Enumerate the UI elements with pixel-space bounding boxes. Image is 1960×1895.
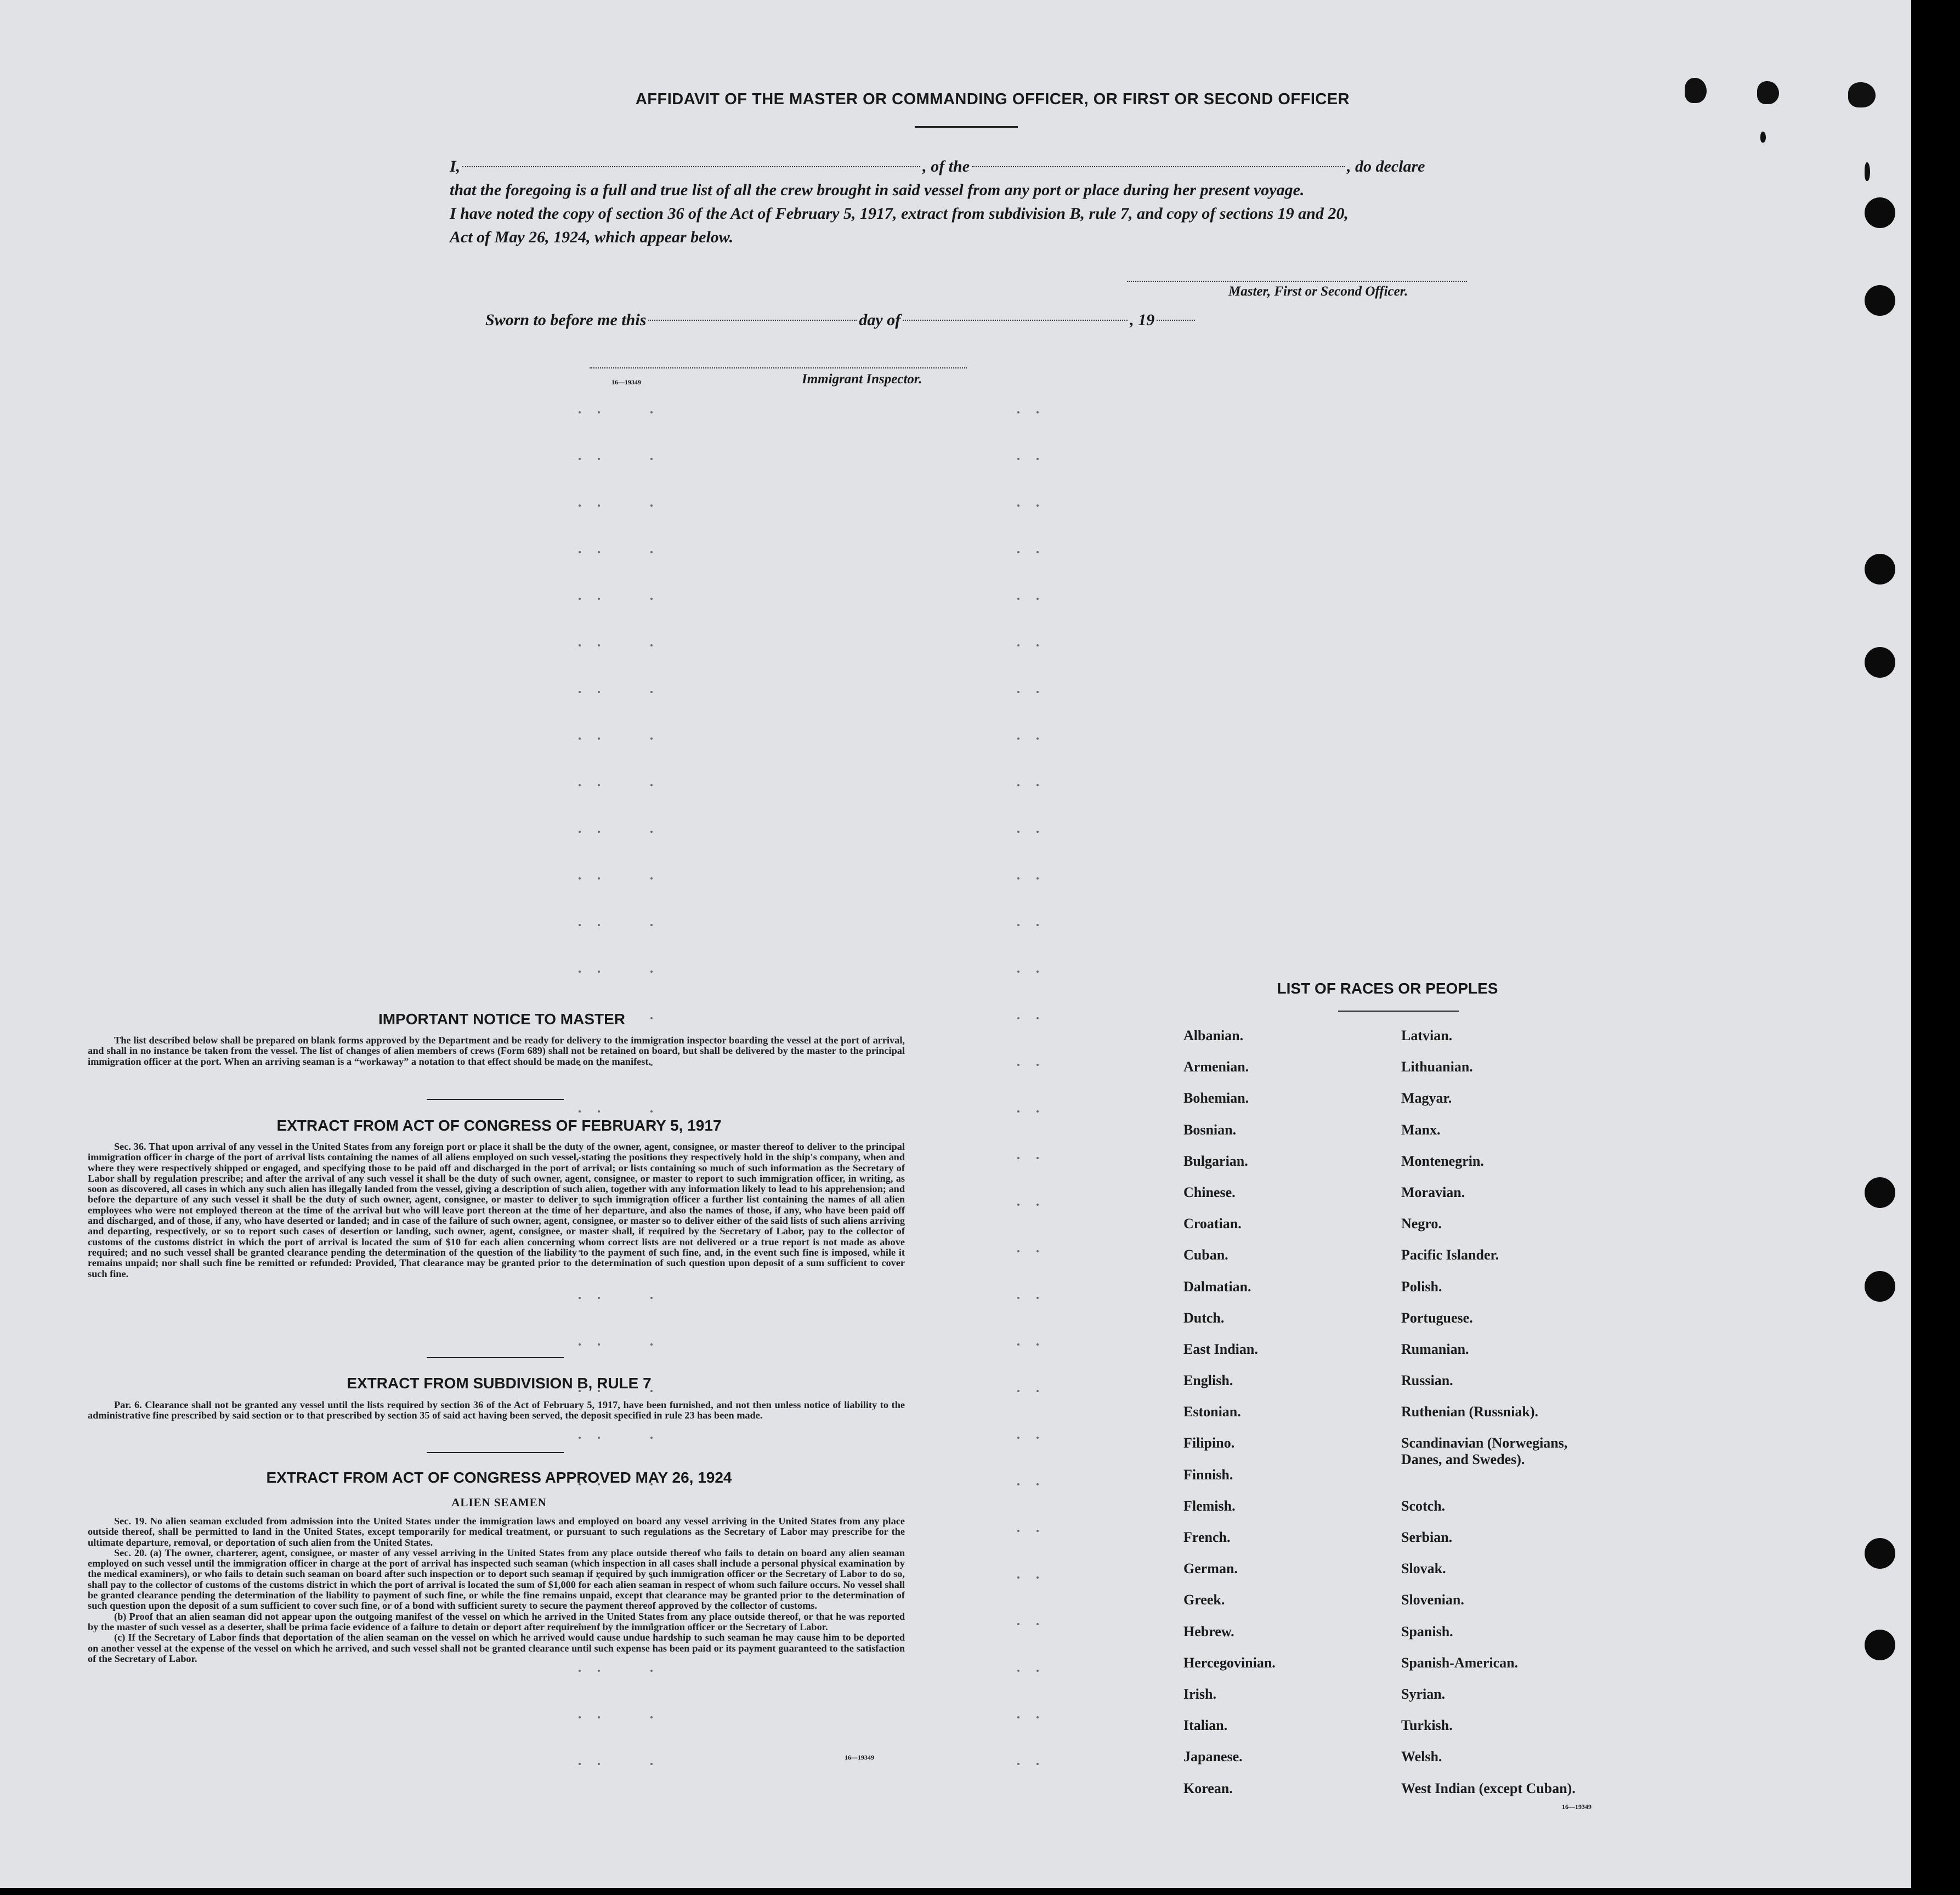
race-item: Spanish-American. (1401, 1654, 1519, 1671)
dot-mark (1017, 1576, 1019, 1579)
dot-mark (1036, 1716, 1039, 1718)
dot-mark (650, 831, 653, 833)
dot-mark (1036, 784, 1039, 786)
dot-mark (579, 924, 581, 926)
race-item: Serbian. (1401, 1529, 1453, 1546)
dot-mark (1036, 1110, 1039, 1113)
race-item: Slovak. (1401, 1561, 1446, 1577)
punch-hole (1865, 1177, 1895, 1208)
race-item: Hebrew. (1183, 1623, 1234, 1639)
dot-mark (1017, 1763, 1019, 1765)
dot-mark (579, 784, 581, 786)
form-number: 16—19349 (845, 1754, 874, 1761)
race-item: East Indian. (1183, 1341, 1258, 1357)
race-item: Polish. (1401, 1278, 1442, 1295)
dot-mark (579, 971, 581, 973)
ink-blot (1848, 82, 1876, 107)
dot-mark (1017, 924, 1019, 926)
dot-mark (1036, 691, 1039, 693)
dot-mark (579, 1297, 581, 1299)
notice-text (88, 1035, 905, 1067)
race-item: Latvian. (1401, 1028, 1453, 1043)
dot-mark (1017, 1670, 1019, 1672)
dot-mark (598, 411, 600, 413)
race-item: Russian. (1401, 1372, 1453, 1389)
dot-mark (1036, 644, 1039, 646)
race-item: Rumanian. (1401, 1341, 1469, 1357)
dot-mark (650, 691, 653, 693)
race-item: Turkish. (1401, 1717, 1453, 1734)
race-item: Negro. (1401, 1216, 1442, 1232)
dot-mark (1017, 1157, 1019, 1159)
dot-mark (1017, 1110, 1019, 1113)
inspector-signature-field[interactable] (590, 367, 967, 368)
race-item: Pacific Islander. (1401, 1247, 1499, 1263)
dot-mark (1036, 1530, 1039, 1532)
dot-mark (579, 458, 581, 460)
section-rule (427, 1452, 564, 1453)
punch-hole (1865, 197, 1895, 228)
dot-mark (579, 1343, 581, 1346)
dot-mark (650, 411, 653, 413)
dot-mark (1017, 504, 1019, 507)
race-item: Lithuanian. (1401, 1059, 1473, 1075)
dot-mark (1036, 1670, 1039, 1672)
dot-mark (1017, 1064, 1019, 1066)
dot-mark (1017, 1297, 1019, 1299)
dot-mark (579, 1110, 581, 1113)
dot-mark (650, 1297, 653, 1299)
dot-mark (579, 598, 581, 600)
race-item: Dutch. (1183, 1309, 1225, 1326)
race-item: Portuguese. (1401, 1309, 1473, 1326)
dot-mark (579, 877, 581, 880)
dot-mark (1017, 831, 1019, 833)
dot-mark (1036, 1343, 1039, 1346)
dot-mark (598, 598, 600, 600)
dot-mark (1036, 458, 1039, 460)
extract-1917-title: EXTRACT FROM ACT OF CONGRESS OF FEBRUARY 5, 1917 (276, 1117, 722, 1134)
punch-hole (1865, 1630, 1895, 1660)
dot-mark (1036, 504, 1039, 507)
dot-mark (1017, 691, 1019, 693)
form-number: 16—19349 (1562, 1803, 1591, 1811)
dot-mark (598, 831, 600, 833)
dot-mark (598, 1343, 600, 1346)
dot-mark (1036, 737, 1039, 740)
dot-mark (579, 1670, 581, 1672)
dot-mark (1017, 551, 1019, 553)
dot-mark (598, 971, 600, 973)
form-number: 16—19349 (611, 378, 641, 386)
ink-blot (1685, 78, 1707, 103)
race-item: Dalmatian. (1183, 1278, 1251, 1295)
dot-mark (1036, 551, 1039, 553)
section-rule (427, 1357, 564, 1358)
race-item: Croatian. (1183, 1216, 1242, 1232)
race-item: Hercegovinian. (1183, 1654, 1276, 1671)
dot-mark (1036, 1250, 1039, 1252)
dot-mark (598, 1110, 600, 1113)
dot-mark (1017, 598, 1019, 600)
race-item: Spanish. (1401, 1623, 1453, 1639)
punch-hole (1865, 1271, 1895, 1302)
races-column-1 (1183, 1028, 1276, 1812)
dot-mark (579, 831, 581, 833)
race-item: Welsh. (1401, 1749, 1442, 1765)
dot-mark (650, 504, 653, 507)
punch-hole (1865, 647, 1895, 678)
dot-mark (1017, 1390, 1019, 1392)
master-signature-field[interactable] (1127, 281, 1467, 282)
dot-mark (1017, 458, 1019, 460)
dot-mark (650, 1670, 653, 1672)
dot-mark (1017, 1530, 1019, 1532)
dot-mark (650, 784, 653, 786)
dot-mark (579, 504, 581, 507)
race-item: English. (1183, 1372, 1233, 1389)
race-item: Japanese. (1183, 1749, 1243, 1765)
dot-mark (650, 737, 653, 740)
race-item: Montenegrin. (1401, 1153, 1484, 1169)
race-item: Flemish. (1183, 1497, 1236, 1514)
dot-mark (598, 784, 600, 786)
extract-1917-text (88, 1142, 905, 1279)
dot-mark (1036, 831, 1039, 833)
dot-mark (579, 1437, 581, 1439)
dot-mark (1036, 1297, 1039, 1299)
race-item: Magyar. (1401, 1090, 1452, 1107)
dot-mark (579, 737, 581, 740)
inspector-label: Immigrant Inspector. (802, 372, 922, 387)
dot-mark (579, 691, 581, 693)
dot-mark (650, 924, 653, 926)
dot-mark (1036, 877, 1039, 880)
day-of-label: day of (859, 311, 901, 329)
dot-mark (1036, 971, 1039, 973)
race-item: Bohemian. (1183, 1090, 1249, 1107)
vessel-name-field[interactable] (972, 166, 1345, 167)
race-item: Syrian. (1401, 1686, 1446, 1702)
race-item: Moravian. (1401, 1184, 1465, 1200)
sec-19-paragraph: Sec. 19. No alien seaman excluded from admission into the United States under the immigration laws and employed on board any vessel arriving in the United States from any place outside thereof, shall be permitted to land in the United States, except temporarily for medical treatment, or pursuant to such regulations as the Secretary of Labor may prescribe for the ultimate departure, removal, or deportation of such alien from the United States. (88, 1516, 905, 1548)
race-item: Estonian. (1183, 1404, 1241, 1420)
dot-mark (650, 1437, 653, 1439)
sworn-day-field[interactable] (648, 320, 857, 321)
dot-mark (598, 1297, 600, 1299)
notice-title: IMPORTANT NOTICE TO MASTER (378, 1011, 626, 1028)
dot-mark (579, 551, 581, 553)
dot-mark (650, 644, 653, 646)
dot-mark (650, 877, 653, 880)
dot-mark (1017, 1483, 1019, 1485)
dot-mark (598, 1763, 600, 1765)
affidavit-title: AFFIDAVIT OF THE MASTER OR COMMANDING OFFICER, OR FIRST OR SECOND OFFICER (635, 90, 1350, 108)
race-item: Korean. (1183, 1780, 1233, 1796)
races-title: LIST OF RACES OR PEOPLES (1277, 980, 1498, 997)
dot-mark (1017, 1250, 1019, 1252)
sworn-year-field[interactable] (1157, 320, 1195, 321)
declare-line (450, 155, 1492, 178)
dot-mark (598, 644, 600, 646)
affidavit-body (450, 155, 1492, 249)
dot-mark (1036, 1623, 1039, 1625)
dot-mark (1036, 411, 1039, 413)
dot-mark (598, 737, 600, 740)
dot-mark (598, 504, 600, 507)
sworn-line (485, 308, 1527, 332)
race-item: Albanian. (1183, 1028, 1244, 1043)
dot-mark (1036, 1483, 1039, 1485)
sec-20a-paragraph: Sec. 20. (a) The owner, charterer, agent, consignee, or master of any vessel arriving in the United States from any place outside thereof who fails to detain on board any alien seaman employed on such vessel until the immigration officer in charge at the port of arrival has inspected such seaman (which inspection in all cases shall include a personal physical examination by the medical examiners), or who fails to detain such seaman on board after such inspection or to deport such seaman if required by such immigration officer or the Secretary of Labor to do so, shall pay to the collector of customs of the customs district in which the port of arrival is located the sum of $1,000 for each alien seaman in respect of whom such failure occurs. No vessel shall be granted clearance pending the determination of the liability to payment of such fine, or while the fine remains unpaid, except that clearance may be granted prior to the determination of such question upon the deposit of a sum sufficient to cover such fine, or of a bond with sufficient surety to secure the payment thereof approved by the collector of customs. (88, 1547, 905, 1612)
dot-mark (650, 598, 653, 600)
title-rule (915, 126, 1018, 128)
extract-1924-text (88, 1516, 905, 1664)
dot-mark (1036, 1763, 1039, 1765)
dot-mark (598, 691, 600, 693)
ink-blot (1865, 162, 1870, 181)
dot-mark (1017, 1437, 1019, 1439)
dot-mark (579, 1716, 581, 1718)
dot-mark (1036, 1157, 1039, 1159)
race-item: Filipino. (1183, 1435, 1235, 1451)
dot-mark (598, 551, 600, 553)
dot-mark (650, 1763, 653, 1765)
master-signature-label: Master, First or Second Officer. (1228, 284, 1408, 299)
notice-paragraph: The list described below shall be prepared on blank forms approved by the Department and be ready for delivery to the immigration inspector boarding the vessel at the port of arrival, and shall in no instance be taken from the vessel. The list of changes of alien members of crews (Form 689) shall not be retained on board, but shall be delivered by the master to the principal immigration officer at the port. When an arriving seaman is a “workaway” a notation to that effect should be made on the manifest. (88, 1035, 905, 1067)
dot-mark (598, 1670, 600, 1672)
dot-mark (1017, 644, 1019, 646)
race-item: Slovenian. (1401, 1592, 1464, 1608)
race-item: Manx. (1401, 1121, 1441, 1138)
dot-mark (598, 877, 600, 880)
dot-mark (1017, 1204, 1019, 1206)
dot-mark (1036, 1204, 1039, 1206)
extract-rule7-text (88, 1400, 905, 1421)
dot-mark (598, 924, 600, 926)
races-column-2 (1401, 1028, 1576, 1812)
affidavit-line-3: I have noted the copy of section 36 of the Act of February 5, 1917, extract from subdivision B, rule 7, and copy of sections 19 and 20, (450, 205, 1349, 223)
race-item: Bulgarian. (1183, 1153, 1248, 1169)
dot-mark (1036, 1017, 1039, 1019)
dot-mark (650, 551, 653, 553)
dot-mark (1017, 1623, 1019, 1625)
dot-mark (1017, 784, 1019, 786)
dot-mark (1017, 1017, 1019, 1019)
section-rule (427, 1099, 564, 1100)
dot-mark (1017, 411, 1019, 413)
punch-hole (1865, 285, 1895, 316)
dot-mark (650, 1343, 653, 1346)
declare-label: , do declare (1347, 157, 1425, 175)
race-item: Chinese. (1183, 1184, 1236, 1200)
dot-mark (579, 1763, 581, 1765)
race-item: West Indian (except Cuban). (1401, 1780, 1576, 1796)
dot-mark (1017, 971, 1019, 973)
dot-mark (1036, 924, 1039, 926)
dot-mark (598, 458, 600, 460)
race-item: Italian. (1183, 1717, 1228, 1734)
dot-mark (1017, 1716, 1019, 1718)
dot-mark (1036, 1064, 1039, 1066)
declarant-label: I, (450, 157, 461, 175)
section-36-paragraph: Sec. 36. That upon arrival of any vessel in the United States from any foreign port or place it shall be the duty of the owner, agent, consignee, or master thereof to deliver to the principal immigration officer in charge of the port of arrival lists containing the names of all aliens employed on such vessel, stating the positions they respectively hold in the ship's company, when and where they were respectively shipped or engaged, and specifying those to be paid off and discharged in the port of arrival; or lists containing so much of such information as the Secretary of Labor shall by regulation prescribe; and after the arrival of any such vessel it shall be the duty of such owner, agent, consignee, or master to report to such immigration officer, in writing, as soon as discovered, all cases in which any such alien has illegally landed from the vessel, giving a description of such alien, together with any information likely to lead to his apprehension; and before the departure of any such vessel it shall be the duty of such owner, agent, consignee, or master to deliver to such immigration officer a further list containing the names of all alien employees who were not employed thereon at the time of the arrival but who will leave port thereon at the time of her departure, and also the names of those, if any, who have been paid off and discharged, and of those, if any, who have deserted or landed; and in case of the failure of such owner, agent, consignee, or master so to deliver either of the said lists of such aliens arriving and departing, respectively, or so to report such cases of desertion or landing, such owner, agent, consignee, or master shall, if required by the Secretary of Labor, pay to the collector of customs of the customs district in which the port of arrival is located the sum of $10 for each alien concerning whom correct lists are not delivered or a true report is not made as above required; and no such vessel shall be granted clearance pending the determination of the question of the liability to the payment of such fine, and, in the event such fine is imposed, while it remains unpaid; nor shall such fine be remitted or refunded: Provided, That clearance may be granted prior to the determination of such question upon deposit of a sum sufficient to cover such fine. (88, 1141, 905, 1279)
dot-mark (1036, 1390, 1039, 1392)
race-item: Scandinavian (Norwegians, Danes, and Swedes). (1401, 1435, 1568, 1468)
race-item: Scotch. (1401, 1497, 1446, 1514)
dot-mark (598, 1437, 600, 1439)
race-item: Cuban. (1183, 1247, 1228, 1263)
affidavit-line-2: that the foregoing is a full and true list of all the crew brought in said vessel from any port or place during her present voyage. (450, 181, 1305, 199)
ink-blot (1760, 132, 1766, 143)
dot-mark (579, 411, 581, 413)
dot-mark (579, 644, 581, 646)
punch-hole (1865, 554, 1895, 585)
dot-mark (1036, 598, 1039, 600)
race-item: Finnish. (1183, 1466, 1233, 1483)
race-item: French. (1183, 1529, 1231, 1545)
declarant-name-field[interactable] (462, 166, 920, 167)
dot-mark (650, 1716, 653, 1718)
sworn-label: Sworn to before me this (485, 311, 647, 329)
ink-blot (1757, 81, 1779, 104)
sworn-month-field[interactable] (903, 320, 1128, 321)
race-item: Greek. (1183, 1592, 1225, 1608)
race-item: Bosnian. (1183, 1121, 1237, 1138)
affidavit-line-4: Act of May 26, 1924, which appear below. (450, 228, 734, 246)
dot-mark (650, 458, 653, 460)
dot-mark (1036, 1576, 1039, 1579)
races-rule (1338, 1011, 1459, 1012)
sec-20c-paragraph: (c) If the Secretary of Labor finds that deportation of the alien seaman on the vessel on which he arrived would cause undue hardship to such seaman he may cause him to be deported on another vessel at the expense of the vessel on which he arrived, and such vessel shall not be granted clearance until such expense has been paid or its payment guaranteed to the satisfaction of the Secretary of Labor. (88, 1632, 905, 1664)
rule7-paragraph: Par. 6. Clearance shall not be granted any vessel until the lists required by section 36 of the Act of February 5, 1917, have been furnished, and not then unless notice of liability to the administrative fine prescribed by said section or to that prescribed by section 35 of said act having been served, the deposit specified in rule 23 has been made. (88, 1399, 905, 1421)
extract-1924-title: EXTRACT FROM ACT OF CONGRESS APPROVED MAY 26, 1924 (266, 1469, 732, 1486)
dot-mark (1036, 1437, 1039, 1439)
year-label: , 19 (1130, 311, 1155, 329)
dot-mark (1017, 737, 1019, 740)
race-item: Armenian. (1183, 1059, 1249, 1075)
dot-mark (650, 971, 653, 973)
race-item: Ruthenian (Russniak). (1401, 1404, 1538, 1420)
alien-seamen-subtitle: ALIEN SEAMEN (451, 1496, 547, 1509)
vessel-label: , of the (922, 157, 970, 175)
sec-20b-paragraph: (b) Proof that an alien seaman did not appear upon the outgoing manifest of the vessel on which he arrived in the United States from any place outside thereof, or that he was reported by the master of such vessel as a deserter, shall be prima facie evidence of a failure to detain or deport after requirement by the immigration officer or the Secretary of Labor. (88, 1610, 905, 1632)
race-item: Irish. (1183, 1686, 1216, 1702)
punch-hole (1865, 1538, 1895, 1569)
race-item: German. (1183, 1561, 1238, 1577)
dot-mark (1017, 1343, 1019, 1346)
dot-mark (598, 1716, 600, 1718)
dot-mark (1017, 877, 1019, 880)
dot-mark (650, 1110, 653, 1113)
extract-rule7-title: EXTRACT FROM SUBDIVISION B, RULE 7 (347, 1375, 652, 1392)
